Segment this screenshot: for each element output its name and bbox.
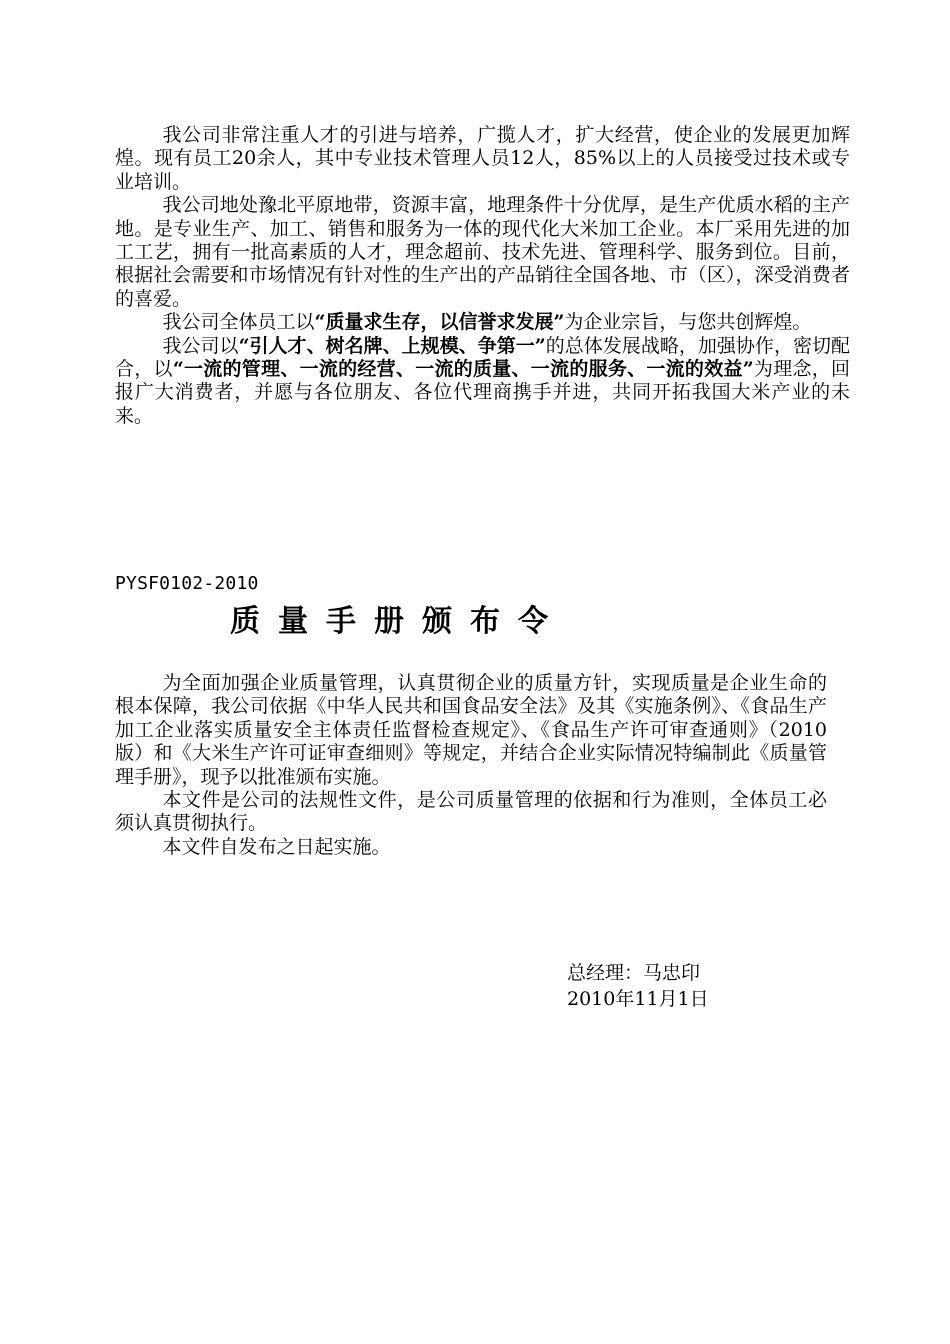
strategy-middle: 的总体发展战略，加强协作，密切配合，以	[115, 334, 850, 381]
signature-block	[567, 960, 709, 1012]
company-intro-section	[115, 124, 850, 428]
intro-paragraph-location: 我公司地处豫北平原地带，资源丰富，地理条件十分优厚，是生产优质水稻的主产地。是专业生产、加工、销售和服务为一体的现代化大米加工企业。本厂采用先进的加工工艺，拥有一批高素质的人才，理念超前、技术先进、管理科学、服务到位。目前，根据社会需要和市场情况有针对性的生产出的产品销往全国各地、市（区），深受消费者的喜爱。	[115, 194, 850, 310]
strategy-slogan: “引人才、树名牌、上规模、争第一”	[238, 334, 546, 357]
intro-paragraph-strategy	[115, 335, 850, 429]
intro-paragraph-tenet	[115, 311, 850, 334]
decree-paragraph-basis: 为全面加强企业质量管理，认真贯彻企业的质量方针，实现质量是企业生命的根本保障，我公司依据《中华人民共和国食品安全法》及其《实施条例》、《食品生产加工企业落实质量安全主体责任监督检查规定》、《食品生产许可审查通则》（2010版）和《大米生产许可证审查细则》等规定，并结合企业实际情况特编制此《质量管理手册》，现予以批准颁布实施。	[115, 672, 827, 788]
strategy-prefix: 我公司以	[162, 334, 239, 357]
decree-paragraph-status: 本文件是公司的法规性文件，是公司质量管理的依据和行为准则，全体员工必须认真贯彻执行。	[115, 789, 827, 835]
strategy-suffix: 为理念，回报广大消费者，并愿与各位朋友、各位代理商携手并进，共同开拓我国大米产业的未来。	[115, 358, 850, 427]
philosophy-slogan: “一流的管理、一流的经营、一流的质量、一流的服务、一流的效益”	[172, 358, 754, 381]
tenet-slogan: “质量求生存，以信誉求发展”	[314, 311, 565, 334]
signatory: 总经理：马忠印	[567, 962, 701, 984]
document-code: PYSF0102-2010	[115, 573, 259, 594]
decree-paragraph-effective: 本文件自发布之日起实施。	[162, 835, 391, 858]
intro-paragraph-talent: 我公司非常注重人才的引进与培养，广揽人才，扩大经营，使企业的发展更加辉煌。现有员工20余人，其中专业技术管理人员12人，85%以上的人员接受过技术或专业培训。	[115, 124, 850, 193]
decree-body-section	[115, 672, 827, 859]
tenet-suffix: 为企业宗旨，与您共创辉煌。	[564, 311, 812, 334]
decree-title: 质量手册颁布令	[230, 604, 566, 639]
signature-date: 2010年11月1日	[567, 988, 709, 1010]
tenet-prefix: 我公司全体员工以	[162, 311, 315, 334]
